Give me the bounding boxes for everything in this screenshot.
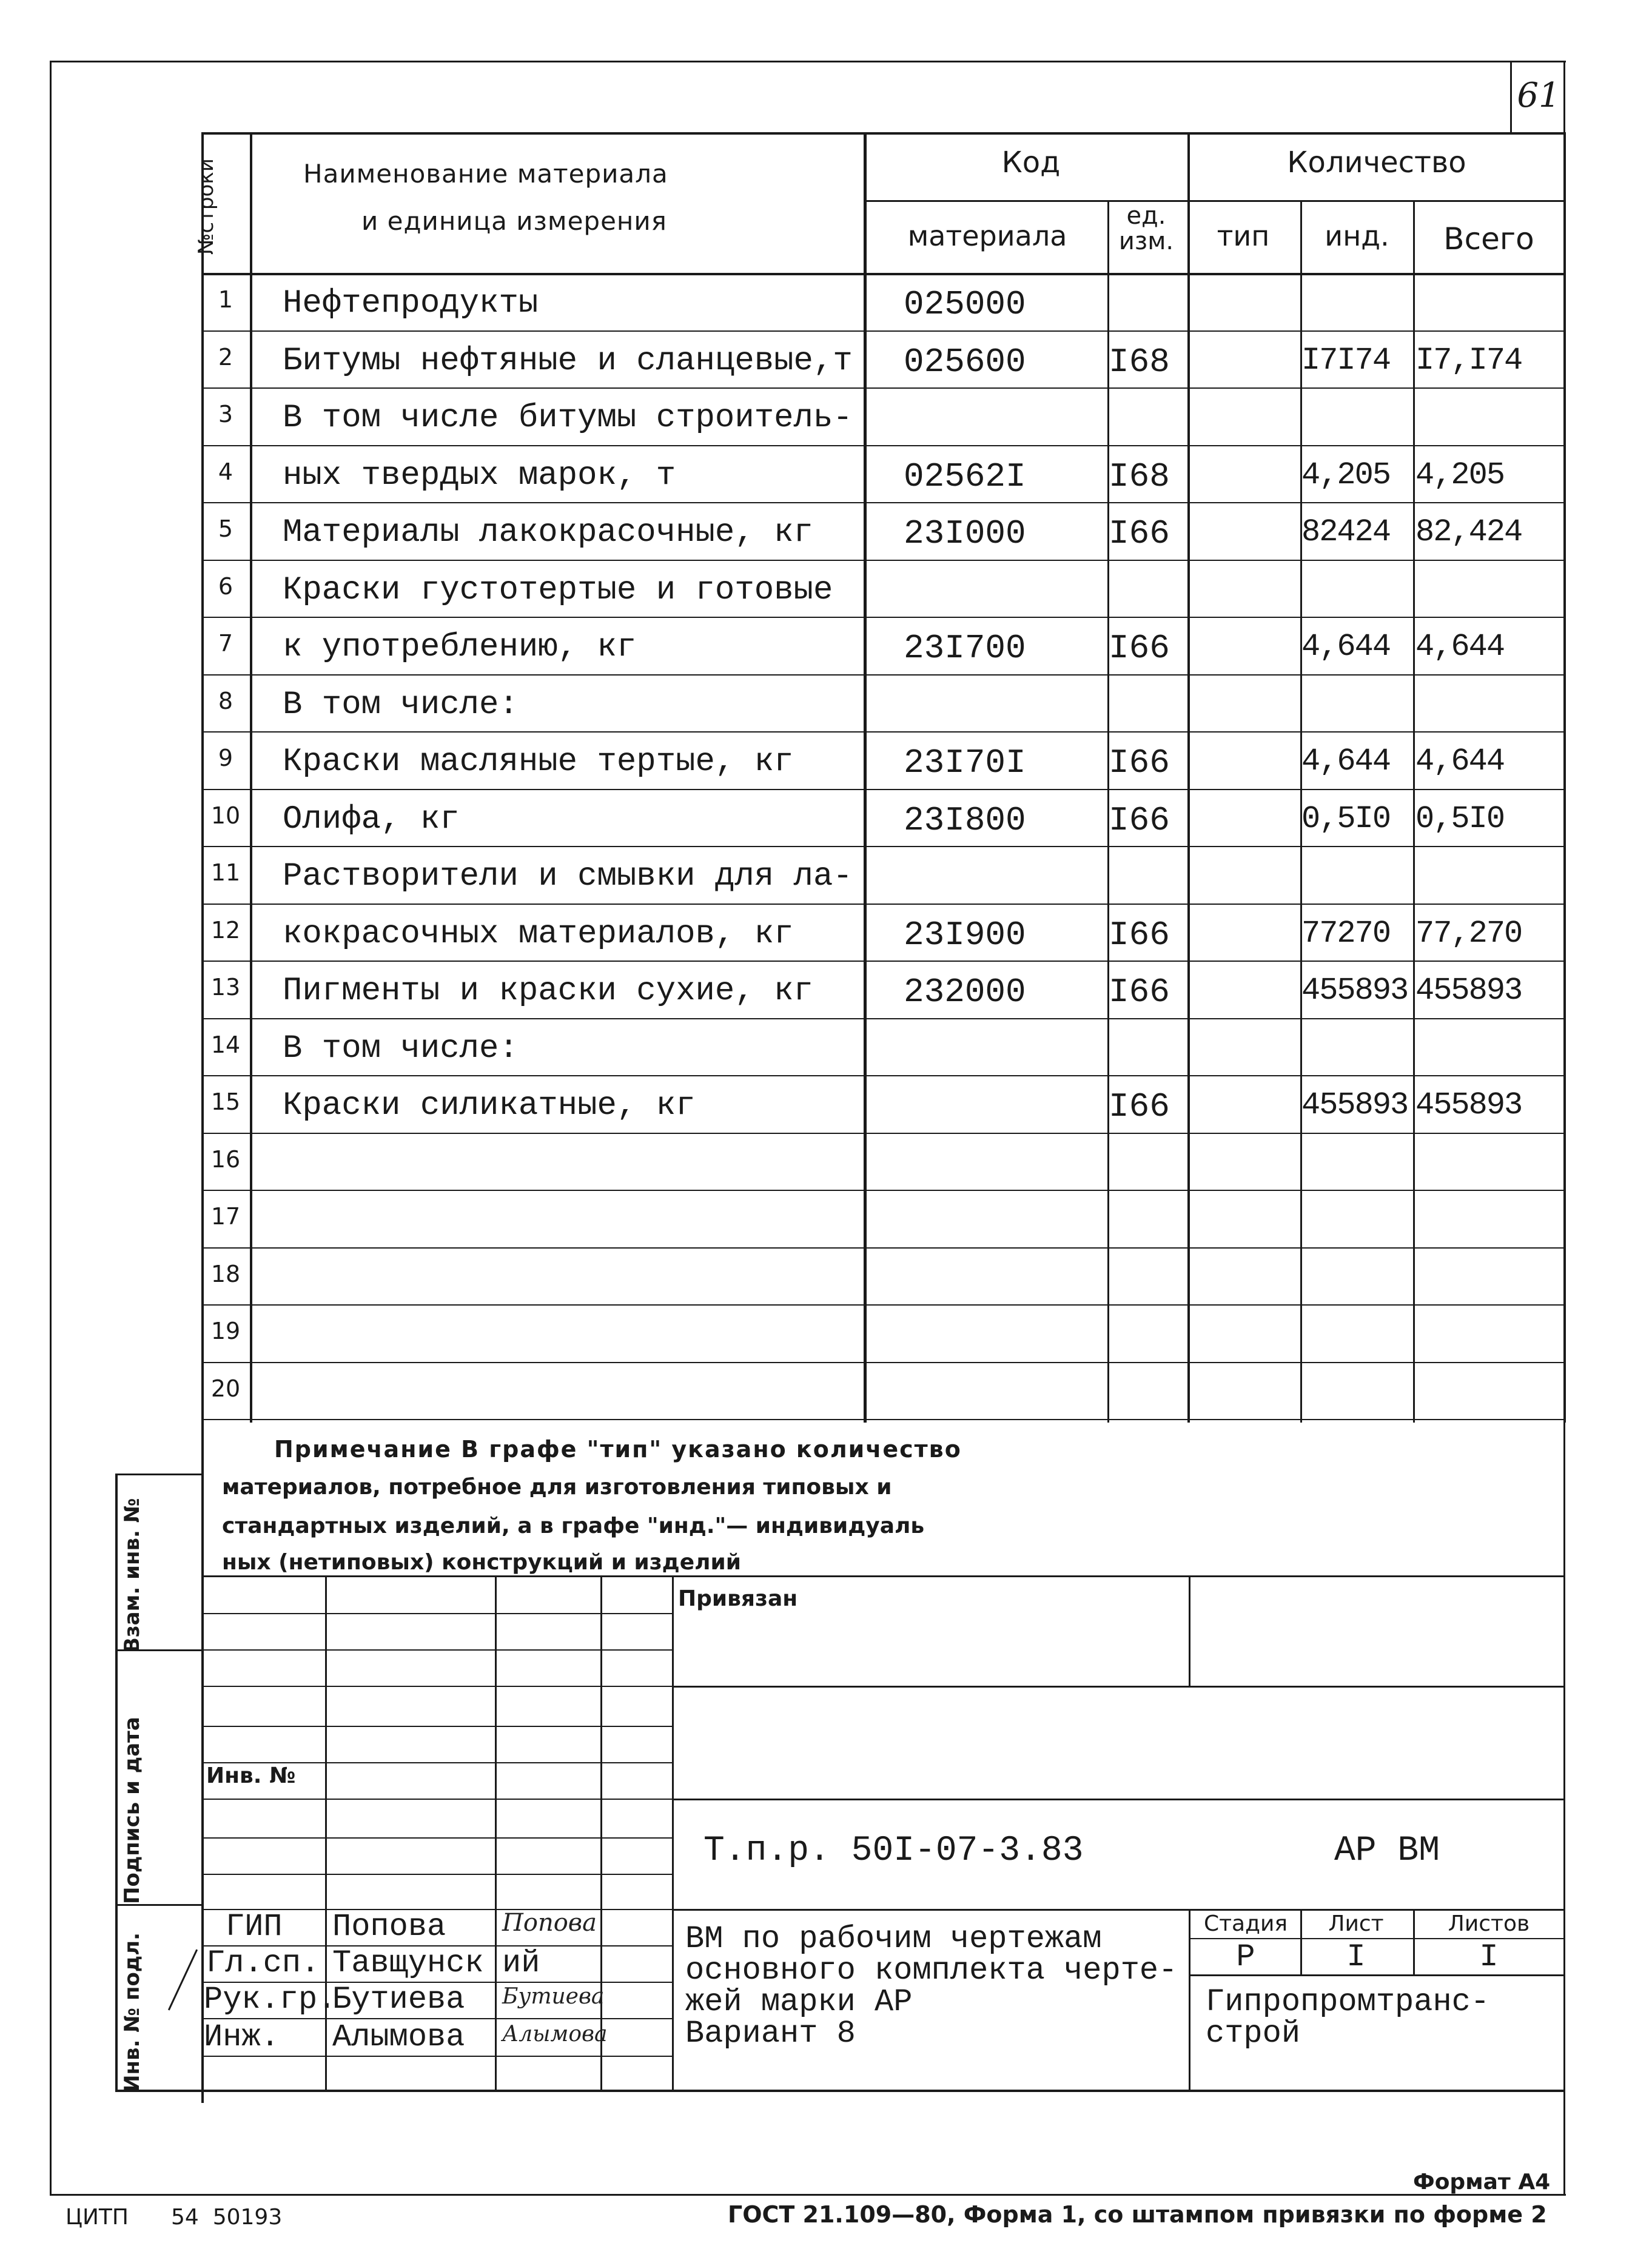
- row-line-18: [201, 1304, 1565, 1306]
- stamp-vcol-2: [600, 1575, 602, 2090]
- row-line-20: [201, 1419, 1565, 1420]
- row-line-5: [201, 560, 1565, 561]
- row-line-2: [201, 387, 1565, 389]
- note-line1: Примечание В графе "тип" указано количество: [274, 1436, 962, 1463]
- stamp-line-2966: [672, 1799, 1565, 1800]
- stamp-bottom-line: [115, 2090, 1565, 2092]
- footer-left: ЦИТП: [65, 2205, 129, 2230]
- stamp-designation: Т.п.р. 50I-07-3.83: [703, 1831, 1084, 1871]
- cell-total: 0,5I0: [1415, 801, 1505, 837]
- cell-ind: 4,205: [1301, 457, 1391, 493]
- cell-code: 23I000: [904, 514, 1026, 553]
- header-code: Код: [1001, 146, 1061, 179]
- stamp-title-2: основного комплекта черте-: [685, 1953, 1178, 1988]
- side-label-vzam: Взам. инв. №: [120, 1498, 144, 1653]
- person-sig-2: ий: [502, 1945, 540, 1981]
- page-box-left: [1510, 61, 1512, 133]
- stamp-hrow-0: [201, 1613, 672, 1614]
- cell-total: 4,644: [1415, 743, 1505, 779]
- header-mid-line: [864, 200, 1565, 202]
- stamp-sheet: I: [1346, 1939, 1366, 1975]
- stamp-inv-no: Инв. №: [206, 1763, 296, 1788]
- cell-unit: I66: [1109, 514, 1170, 553]
- person-role-1: ГИП: [226, 1909, 283, 1945]
- row-number: 2: [218, 344, 233, 371]
- stamp-stage-label: Стадия: [1203, 1911, 1288, 1936]
- slash-mark: [168, 1950, 198, 2011]
- cell-name: ных твердых марок, т: [283, 457, 676, 494]
- side-strip-div-2: [115, 1904, 201, 1906]
- row-number: 15: [210, 1088, 241, 1115]
- cell-code: 23I900: [904, 916, 1026, 954]
- cell-name: кокрасочных материалов, кг: [283, 916, 794, 953]
- stamp-hrow-6: [201, 1837, 672, 1839]
- row-number: 6: [218, 573, 233, 600]
- footer-gost: ГОСТ 21.109—80, Форма 1, со штампом привязки по форме 2: [728, 2201, 1547, 2228]
- row-line-14: [201, 1075, 1565, 1076]
- row-number: 3: [218, 401, 233, 428]
- cell-name: Краски силикатные, кг: [283, 1087, 696, 1124]
- col-line-2: [864, 132, 867, 1423]
- cell-total: I7,I74: [1415, 343, 1522, 378]
- header-total: Всего: [1443, 221, 1534, 257]
- cell-name: к употреблению, кг: [283, 629, 637, 666]
- person-role-3: Рук.гр.: [204, 1982, 337, 2017]
- row-line-16: [201, 1190, 1565, 1191]
- row-line-13: [201, 1018, 1565, 1019]
- stamp-org-1: Гипропромтранс-: [1206, 1984, 1490, 2020]
- person-name-1: Попова: [332, 1909, 446, 1945]
- stamp-title-4: Вариант 8: [685, 2016, 856, 2051]
- stamp-mark: АР ВМ: [1334, 1831, 1440, 1871]
- outer-frame-left: [50, 61, 52, 2195]
- stamp-stage: Р: [1236, 1939, 1255, 1975]
- cell-unit: I66: [1109, 743, 1170, 782]
- note-line3: стандартных изделий, а в графе "инд."— индивидуаль: [222, 1514, 925, 1538]
- cell-ind: 4,644: [1301, 743, 1391, 779]
- cell-unit: I66: [1109, 629, 1170, 668]
- outer-frame-top: [50, 61, 1566, 62]
- stamp-vcol-3: [672, 1575, 674, 2090]
- cell-code: 23I700: [904, 629, 1026, 668]
- row-line-15: [201, 1133, 1565, 1134]
- row-line-6: [201, 617, 1565, 618]
- stamp-vline-title-right: [1189, 1909, 1190, 2090]
- row-number: 19: [210, 1318, 241, 1344]
- side-label-inv: Инв. № подл.: [120, 1932, 144, 2092]
- cell-total: 82,424: [1415, 514, 1522, 550]
- stamp-title-3: жей марки АР: [685, 1984, 913, 2020]
- cell-total: 4,205: [1415, 457, 1505, 493]
- side-strip-top: [115, 1474, 201, 1475]
- cell-code: 025600: [904, 343, 1026, 381]
- cell-code: 23I800: [904, 801, 1026, 840]
- row-number: 20: [210, 1375, 241, 1402]
- cell-name: Краски масляные тертые, кг: [283, 743, 794, 780]
- cell-name: Краски густотертые и готовые: [283, 572, 833, 609]
- stamp-line-privyazan: [201, 1575, 1565, 1577]
- person-role-2: Гл.сп.: [206, 1945, 320, 1981]
- header-name-line2: и единица измерения: [361, 206, 667, 236]
- cell-unit: I68: [1109, 343, 1170, 381]
- cell-ind: 455893: [1301, 973, 1408, 1008]
- row-number: 1: [218, 286, 233, 313]
- cell-total: 455893: [1415, 1087, 1522, 1123]
- table-top-line: [201, 132, 1565, 135]
- stamp-hrow-2: [201, 1686, 672, 1687]
- person-name-4: Алымова: [332, 2019, 465, 2055]
- cell-unit: I66: [1109, 801, 1170, 840]
- outer-frame-bottom: [50, 2194, 1566, 2196]
- row-number: 8: [218, 688, 233, 714]
- row-number: 5: [218, 515, 233, 542]
- header-bottom-line: [201, 273, 1565, 275]
- stamp-hrow-5: [201, 1799, 672, 1800]
- cell-ind: I7I74: [1301, 343, 1391, 378]
- cell-total: 77,270: [1415, 916, 1522, 951]
- row-line-3: [201, 445, 1565, 446]
- row-number: 16: [210, 1146, 241, 1173]
- col-line-7: [1563, 132, 1566, 1423]
- cell-name: Растворители и смывки для ла-: [283, 858, 853, 895]
- cell-code: 02562I: [904, 457, 1026, 496]
- row-line-1: [201, 330, 1565, 332]
- person-sig-1: Попова: [502, 1909, 597, 1937]
- footer-number: 54 50193: [171, 2205, 283, 2230]
- row-number: 10: [210, 802, 241, 829]
- stamp-line-2780: [672, 1686, 1565, 1688]
- header-row-no: №строки: [194, 158, 218, 255]
- col-line-4: [1187, 132, 1190, 1423]
- stamp-sheets-label: Листов: [1448, 1911, 1530, 1936]
- stamp-sheet-label: Лист: [1328, 1911, 1384, 1936]
- row-number: 17: [210, 1203, 241, 1230]
- stamp-vcol-1: [495, 1575, 497, 2090]
- cell-name: В том числе:: [283, 1030, 519, 1067]
- stamp-hrow-3: [201, 1726, 672, 1727]
- person-role-4: Инж.: [204, 2019, 280, 2055]
- person-sig-3: Бутиева: [502, 1984, 605, 2009]
- cell-code: 23I70I: [904, 743, 1026, 782]
- person-sig-4: Алымова: [502, 2022, 608, 2047]
- row-line-9: [201, 789, 1565, 790]
- footer-format: Формат А4: [1413, 2170, 1551, 2195]
- cell-unit: I68: [1109, 457, 1170, 496]
- row-number: 4: [218, 458, 233, 485]
- col-line-6: [1413, 200, 1415, 1423]
- page-number: 61: [1517, 76, 1560, 115]
- cell-name: Материалы лакокрасочные, кг: [283, 514, 813, 551]
- cell-total: 4,644: [1415, 629, 1505, 665]
- cell-name: Нефтепродукты: [283, 285, 539, 322]
- cell-unit: I66: [1109, 973, 1170, 1011]
- side-strip-left: [115, 1474, 118, 2091]
- person-name-3: Бутиева: [332, 1982, 465, 2017]
- row-number: 12: [210, 917, 241, 944]
- stamp-line-3148: [672, 1909, 1565, 1911]
- note-line2: материалов, потребное для изготовления типовых и: [222, 1475, 892, 1500]
- person-name-2: Тавщунск: [332, 1945, 484, 1981]
- cell-ind: 4,644: [1301, 629, 1391, 665]
- row-line-7: [201, 674, 1565, 676]
- cell-ind: 455893: [1301, 1087, 1408, 1123]
- cell-ind: 82424: [1301, 514, 1391, 550]
- cell-ind: 77270: [1301, 916, 1391, 951]
- row-line-17: [201, 1247, 1565, 1249]
- row-line-11: [201, 904, 1565, 905]
- header-material: материала: [907, 220, 1067, 252]
- cell-name: Пигменты и краски сухие, кг: [283, 973, 813, 1010]
- row-number: 14: [210, 1031, 241, 1058]
- row-number: 7: [218, 630, 233, 657]
- cell-ind: 0,5I0: [1301, 801, 1391, 837]
- stamp-title-1: ВМ по рабочим чертежам: [685, 1921, 1102, 1957]
- row-line-19: [201, 1362, 1565, 1363]
- stamp-privyazan: Привязан: [678, 1586, 798, 1611]
- stamp-hrow-12: [201, 2056, 672, 2057]
- side-label-podpis: Подпись и дата: [120, 1717, 144, 1904]
- cell-unit: I66: [1109, 1087, 1170, 1126]
- cell-code: 232000: [904, 973, 1026, 1011]
- row-line-12: [201, 961, 1565, 962]
- row-number: 13: [210, 974, 241, 1001]
- header-quantity: Количество: [1287, 146, 1466, 179]
- col-line-1: [250, 132, 252, 1423]
- header-ind: инд.: [1325, 220, 1389, 252]
- cell-code: 025000: [904, 285, 1026, 324]
- stamp-hrow-1: [201, 1649, 672, 1651]
- stamp-org-2: строй: [1206, 2016, 1301, 2051]
- cell-name: Олифа, кг: [283, 801, 460, 838]
- cell-name: В том числе:: [283, 686, 519, 723]
- stamp-vline-top-right: [1189, 1575, 1190, 1686]
- row-line-4: [201, 502, 1565, 503]
- header-unit: ед. изм.: [1118, 202, 1174, 255]
- cell-name: Битумы нефтяные и сланцевые,т: [283, 343, 853, 380]
- row-number: 9: [218, 745, 233, 771]
- row-number: 11: [210, 859, 241, 886]
- row-line-8: [201, 731, 1565, 733]
- note-line4: ных (нетиповых) конструкций и изделий: [222, 1550, 741, 1575]
- header-name-line1: Наименование материала: [303, 159, 668, 189]
- stamp-hrow-7: [201, 1874, 672, 1875]
- cell-name: В том числе битумы строитель-: [283, 400, 853, 437]
- row-number: 18: [210, 1261, 241, 1287]
- cell-total: 455893: [1415, 973, 1522, 1008]
- stamp-sheets: I: [1479, 1939, 1499, 1975]
- cell-unit: I66: [1109, 916, 1170, 954]
- header-type: тип: [1217, 220, 1270, 252]
- row-line-10: [201, 846, 1565, 847]
